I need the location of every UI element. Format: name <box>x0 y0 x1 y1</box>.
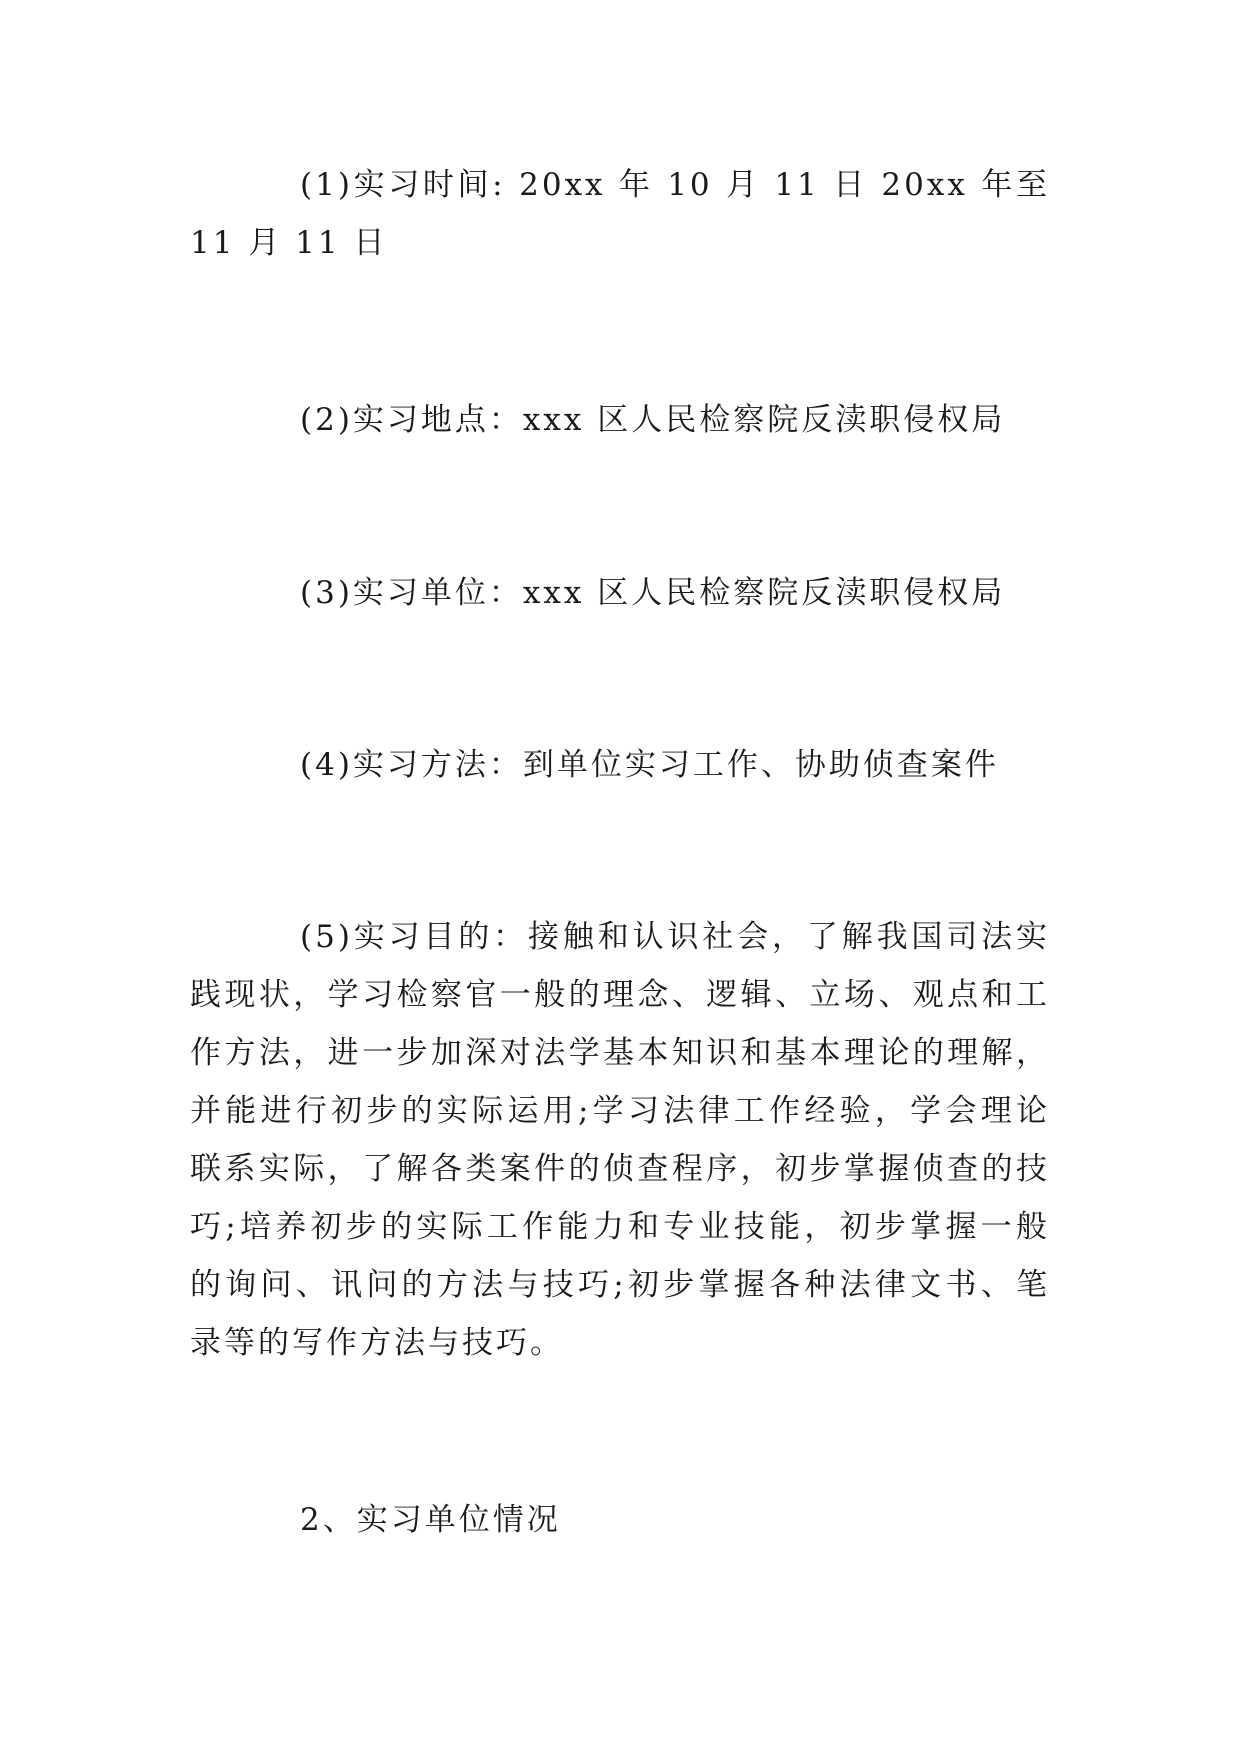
section-heading-unit-situation: 2、实习单位情况 <box>300 1502 561 1538</box>
paragraph-internship-method: (4)实习方法：到单位实习工作、协助侦查案件 <box>300 747 999 783</box>
paragraph-internship-location: (2)实习地点：xxx 区人民检察院反渎职侵权局 <box>300 402 1006 438</box>
paragraph-internship-unit: (3)实习单位：xxx 区人民检察院反渎职侵权局 <box>300 575 1006 611</box>
paragraph-internship-time: (1)实习时间: 20xx 年 10 月 11 日 20xx 年至 11 月 11 日 <box>190 167 1050 261</box>
paragraph-internship-purpose: (5)实习目的：接触和认识社会，了解我国司法实践现状，学习检察官一般的理念、逻辑、立场、观点和工作方法，进一步加深对法学基本知识和基本理论的理解，并能进行初步的实际运用;学习法律工作经验，学会理论联系实际，了解各类案件的侦查程序，初步掌握侦查的技巧;培养初步的实际工作能力和专业技能，初步掌握一般的询问、讯问的方法与技巧;初步掌握各种法律文书、笔录等的写作方法与技巧。 <box>190 919 1050 1361</box>
